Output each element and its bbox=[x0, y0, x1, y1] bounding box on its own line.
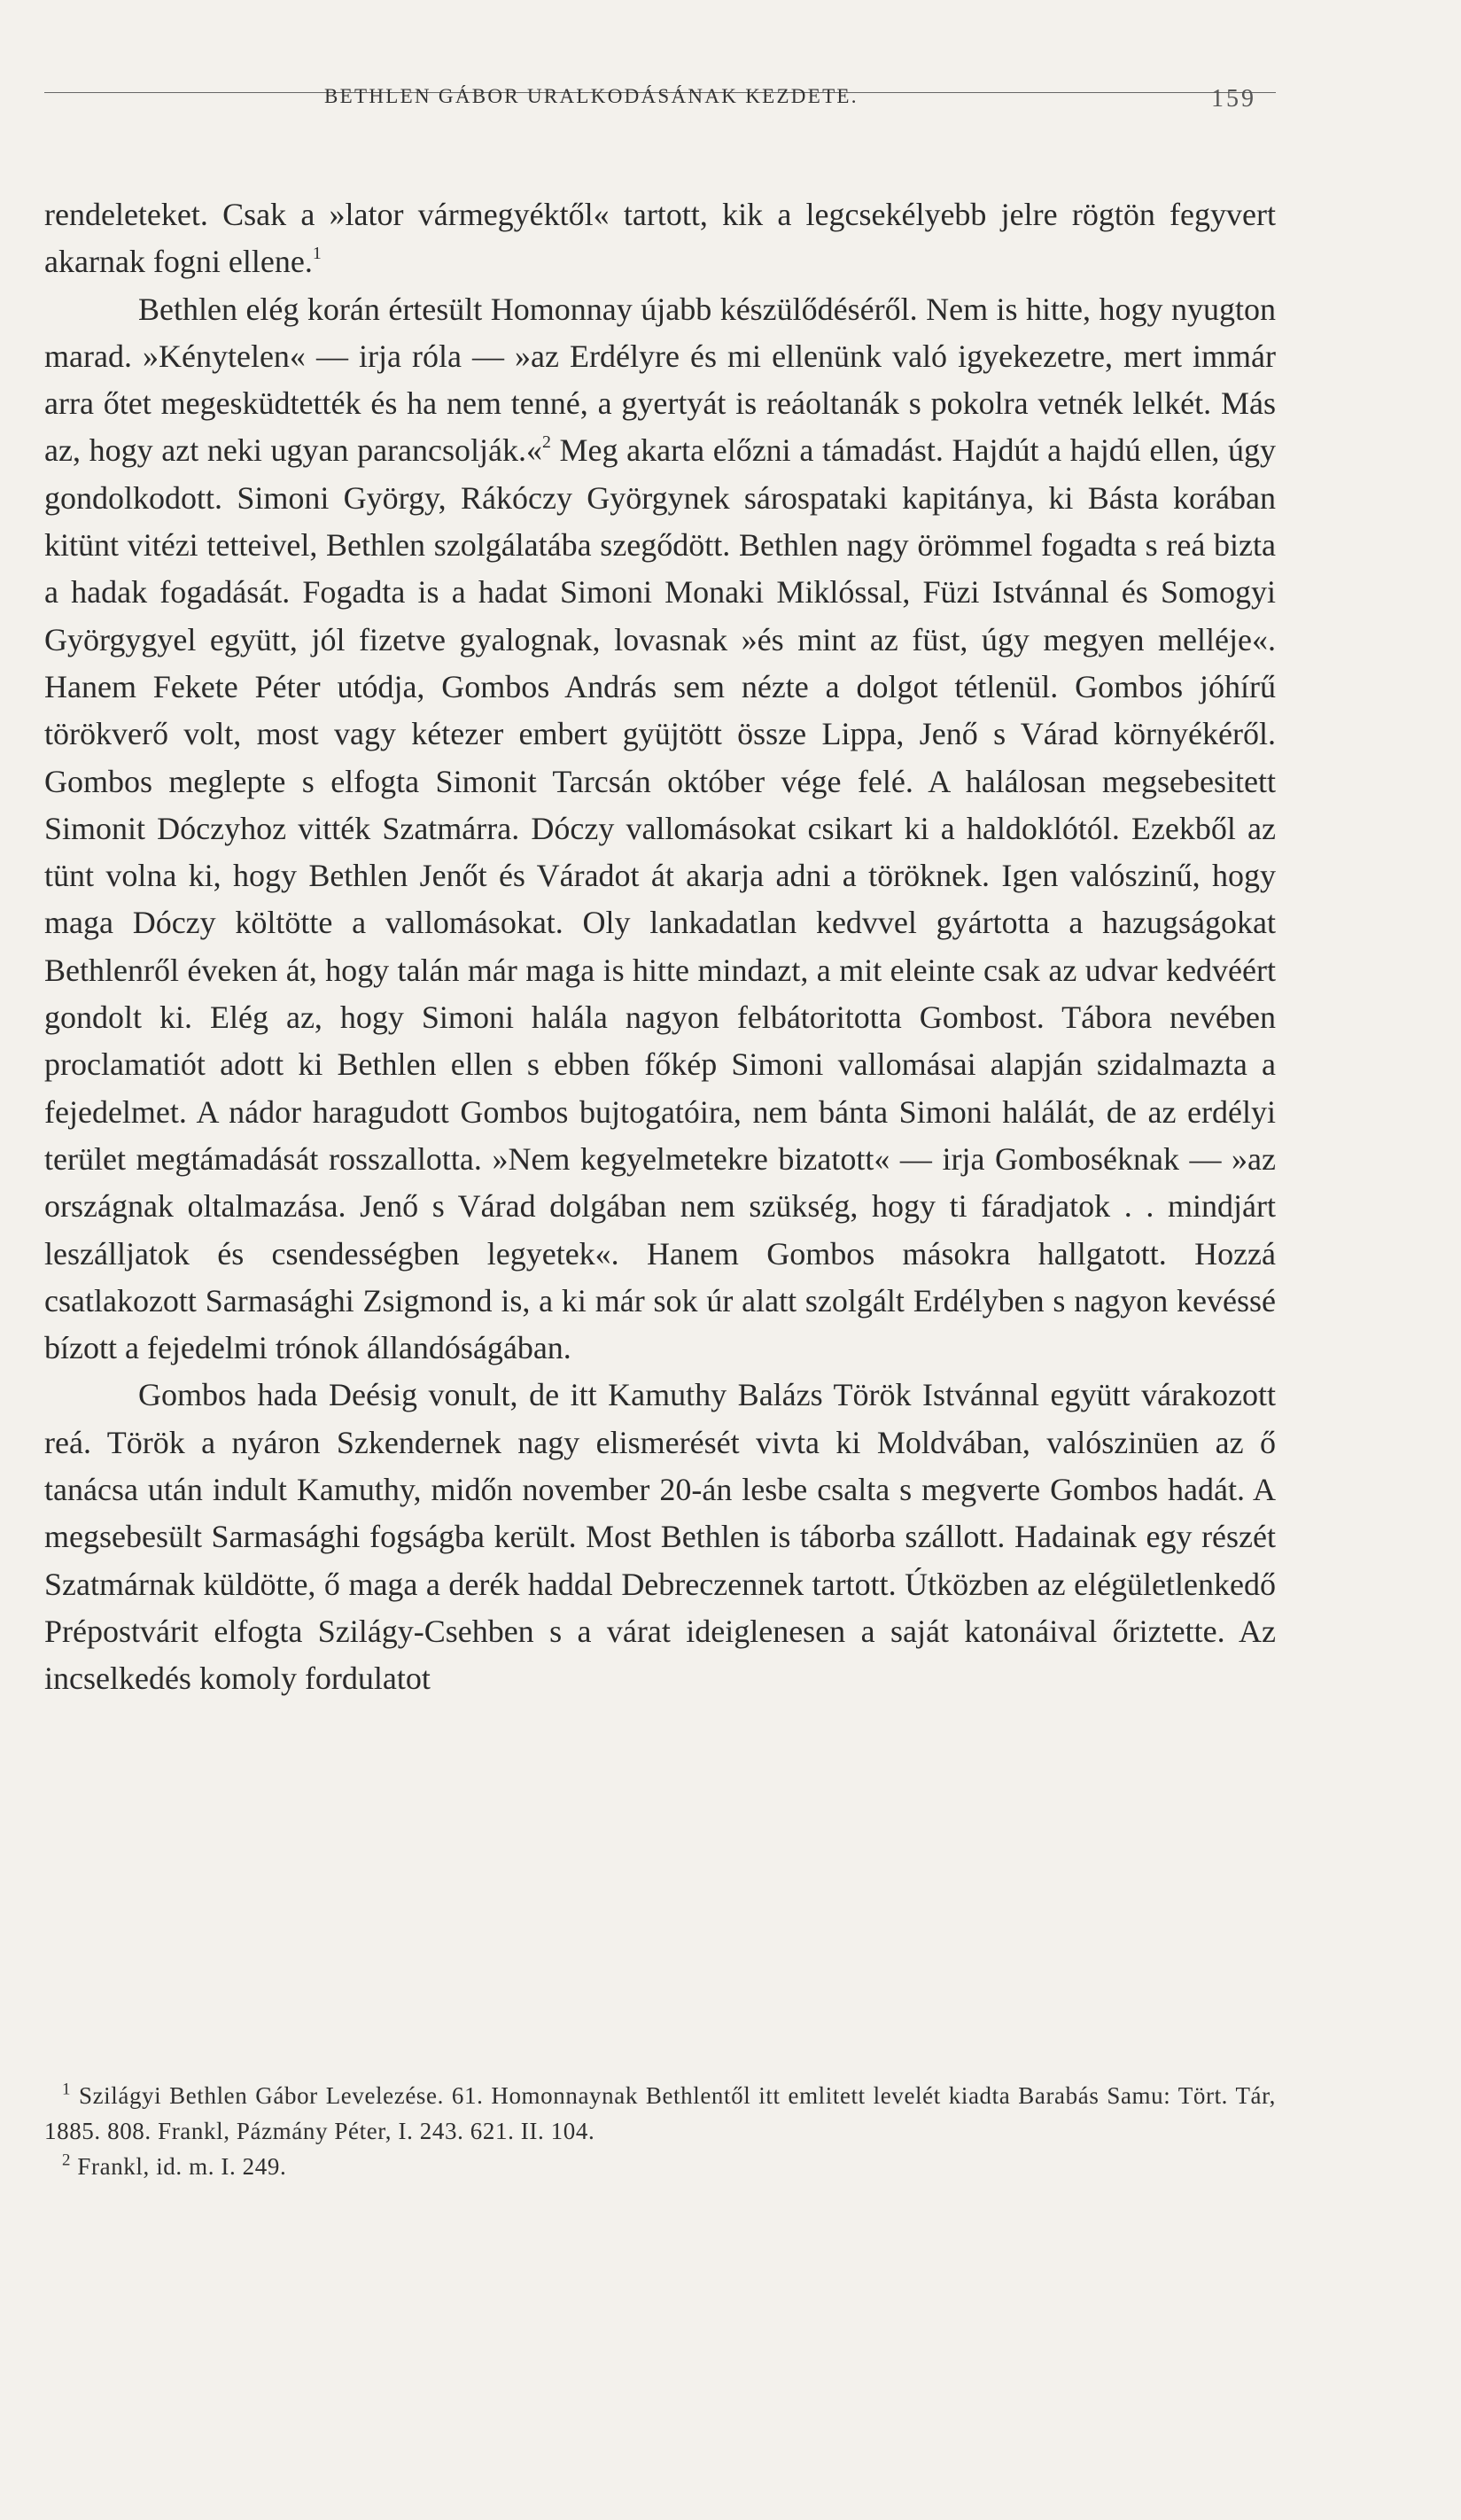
running-head: BETHLEN GÁBOR URALKODÁSÁNAK KEZDETE. bbox=[324, 85, 859, 107]
footnote-ref-1: 1 bbox=[312, 244, 322, 264]
body-text bbox=[44, 191, 1276, 1703]
footnote-2 bbox=[44, 2149, 1276, 2184]
paragraph-1 bbox=[44, 191, 1276, 286]
paragraph-2 bbox=[44, 286, 1276, 1373]
footnote-1-text: Szilágyi Bethlen Gábor Levelezése. 61. Homonnaynak Bethlentől itt emlitett levelét kiadta Barabás Samu: Tört. Tár, 1885. 808. Frankl, Pázmány Péter, I. 243. 621. II. 104. bbox=[44, 2082, 1276, 2144]
footnote-ref-2: 2 bbox=[542, 432, 551, 453]
paragraph-1-text: rendeleteket. Csak a »lator vármegyéktől« tartott, kik a legcsekélyebb jelre rögtön fegyvert akarnak fogni ellene. bbox=[44, 197, 1276, 280]
paragraph-3-text: Gombos hada Deésig vonult, de itt Kamuthy Balázs Török Istvánnal együtt várakozott reá. Török a nyáron Szkendernek nagy elismerését vivta ki Moldvában, valószinüen az ő tanácsa után indult Kamuthy, midőn november 20-án lesbe csalta s megverte Gombos hadát. A megsebesült Sarmasághi fogságba került. Most Bethlen is táborba szállott. Hadainak egy részét Szatmárnak küldötte, ő maga a derék haddal Debreczennek tartott. Útközben az elégületlenkedő Prépostvárit elfogta Szilágy-Csehben s a várat ideiglenesen a saját katonáival őriztette. Az incselkedés komoly fordulatot bbox=[44, 1377, 1276, 1697]
paragraph-3 bbox=[44, 1372, 1276, 1702]
footnote-1 bbox=[44, 2078, 1276, 2149]
paragraph-2-text-b: Meg akarta előzni a támadást. Hajdút a hajdú ellen, úgy gondolkodott. Simoni György, Rákóczy Györgynek sárospataki kapitánya, ki Básta korában kitünt vitézi tetteivel, Bethlen szolgálatába szegődött. Bethlen nagy örömmel fogadta s reá bizta a hadak fogadását. Fogadta is a hadat Simoni Monaki Miklóssal, Füzi Istvánnal és Somogyi Györgygyel együtt, jól fizetve gyalognak, lovasnak »és mint az füst, úgy megyen melléje«. Hanem Fekete Péter utódja, Gombos András sem nézte a dolgot tétlenül. Gombos jóhírű törökverő volt, most vagy kétezer embert gyüjtött össze Lippa, Jenő s Várad környékéről. Gombos meglepte s elfogta Simonit Tarcsán október vége felé. A halálosan megsebesitett Simonit Dóczyhoz vitték Szatmárra. Dóczy vallomásokat csikart ki a haldoklótól. Ezekből az tünt volna ki, hogy Bethlen Jenőt és Váradot át akarja adni a töröknek. Igen valószinű, hogy maga Dóczy költötte a vallomásokat. Oly lankadatlan kedvvel gyártotta a hazugságokat Bethlenről éveken át, hogy talán már maga is hitte mindazt, a mit eleinte csak az udvar kedvéért gondolt ki. Elég az, hogy Simoni halála nagyon felbátoritotta Gombost. Tábora nevében proclamatiót adott ki Bethlen ellen s ebben főkép Simoni vallomásai alapján szidalmazta a fejedelmet. A nádor haragudott Gombos bujtogatóira, nem bánta Simoni halálát, de az erdélyi terület megtámadását rosszallotta. »Nem kegyelmetekre bizatott« — irja Gomboséknak — »az országnak oltalmazása. Jenő s Várad dolgában nem szükség, hogy ti fáradjatok . . mindjárt leszálljatok és csendességben legyetek«. Hanem Gombos másokra hallgatott. Hozzá csatlakozott Sarmasághi Zsigmond is, a ki már sok úr alatt szolgált Erdélyben s nagyon kevéssé bízott a fejedelmi trónok állandóságában. bbox=[44, 432, 1276, 1366]
page-number: 159 bbox=[1211, 85, 1256, 113]
footnote-2-mark: 2 bbox=[62, 2151, 72, 2170]
footnotes bbox=[44, 2078, 1276, 2184]
paragraph-2-text-a: Bethlen elég korán értesült Homonnay újabb készülődéséről. Nem is hitte, hogy nyugton marad. »Kénytelen« — irja róla — »az Erdélyre és mi ellenünk való igyekezetre, mert immár arra őtet megesküdtették és ha nem tenné, a gyertyát is reáoltanák s pokolra vetnék lelkét. Más az, hogy azt neki ugyan parancsolják.« bbox=[44, 291, 1276, 469]
footnote-1-mark: 1 bbox=[62, 2080, 72, 2099]
footnote-2-text: Frankl, id. m. I. 249. bbox=[71, 2153, 287, 2180]
